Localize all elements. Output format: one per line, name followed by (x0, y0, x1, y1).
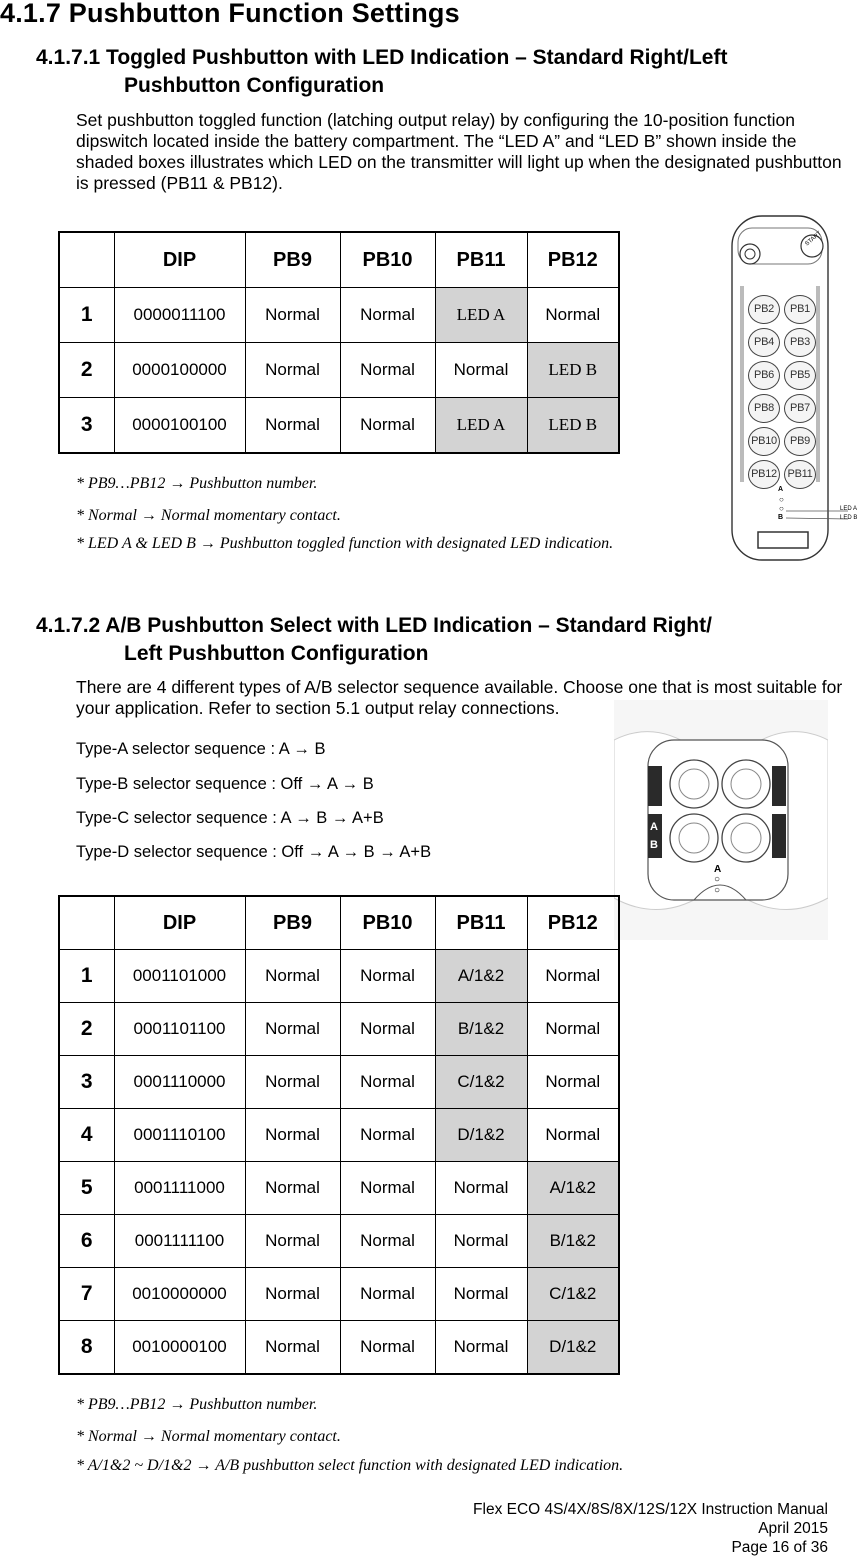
pb11-cell: Normal (435, 1268, 527, 1321)
dip-cell: 0000011100 (114, 288, 245, 343)
section-heading-line1: 4.1.7.1 Toggled Pushbutton with LED Indication – Standard Right/Left (36, 46, 728, 69)
dip-cell: 0001110000 (114, 1056, 245, 1109)
row-number: 7 (59, 1268, 114, 1321)
header-cell: PB9 (245, 232, 340, 288)
pb10-cell: Normal (340, 1056, 435, 1109)
dip-cell: 0001111000 (114, 1162, 245, 1215)
note-line: * PB9…PB12 → Pushbutton number. (76, 1396, 318, 1413)
closeup-led-icon: ○ (714, 874, 721, 885)
table-row (59, 398, 619, 454)
sequence-type-b: Type-B selector sequence : Off → A → B (76, 775, 374, 793)
led-b-icon: ○ (779, 504, 784, 513)
sequence-type-a: Type-A selector sequence : A → B (76, 740, 326, 758)
closeup-a-label: A (714, 864, 722, 875)
row-number: 5 (59, 1162, 114, 1215)
header-cell: PB12 (527, 896, 619, 950)
remote-button-pb10: PB10 (748, 427, 780, 456)
pb9-cell: Normal (245, 950, 340, 1003)
pb9-cell: Normal (245, 1215, 340, 1268)
header-cell: PB10 (340, 232, 435, 288)
header-cell: PB9 (245, 896, 340, 950)
pb12-cell: Normal (527, 1109, 619, 1162)
header-cell (59, 232, 114, 288)
remote-button-pb1: PB1 (784, 295, 816, 324)
header-cell (59, 896, 114, 950)
table-header-row (59, 232, 619, 288)
header-cell: DIP (114, 232, 245, 288)
pb11-cell: D/1&2 (435, 1109, 527, 1162)
pb12-cell: LED B (527, 398, 619, 454)
header-cell: PB12 (527, 232, 619, 288)
row-number: 3 (59, 1056, 114, 1109)
row-number: 3 (59, 398, 114, 454)
section-heading-line2: Left Pushbutton Configuration (124, 642, 429, 665)
table-row (59, 1056, 619, 1109)
dip-cell: 0010000100 (114, 1321, 245, 1375)
toggle-settings-table (58, 231, 620, 454)
pb10-cell: Normal (340, 1215, 435, 1268)
pb11-cell: Normal (435, 343, 527, 398)
pb12-cell: B/1&2 (527, 1215, 619, 1268)
led-a-label: LED A (840, 506, 858, 512)
closeup-a-tag: A (650, 821, 658, 833)
pb9-cell: Normal (245, 343, 340, 398)
pb12-cell: Normal (527, 288, 619, 343)
sequence-type-d: Type-D selector sequence : Off → A → B → A+B (76, 843, 432, 861)
pb12-cell: Normal (527, 950, 619, 1003)
header-cell: PB11 (435, 896, 527, 950)
pb10-cell: Normal (340, 398, 435, 454)
header-cell: PB10 (340, 896, 435, 950)
section2-paragraph: There are 4 different types of A/B selector sequence available. Choose one that is most suitable for your application. Refer to section 5.1 output relay connections. (76, 677, 843, 718)
remote-button-pb3: PB3 (784, 328, 816, 357)
pb10-cell: Normal (340, 343, 435, 398)
page-footer (473, 1500, 828, 1557)
section-heading-line1: 4.1.7.2 A/B Pushbutton Select with LED Indication – Standard Right/ (36, 614, 712, 637)
dip-cell: 0001101100 (114, 1003, 245, 1056)
pb9-cell: Normal (245, 398, 340, 454)
pb10-cell: Normal (340, 1003, 435, 1056)
pb9-cell: Normal (245, 1056, 340, 1109)
pb9-cell: Normal (245, 1162, 340, 1215)
dip-cell: 0010000000 (114, 1268, 245, 1321)
row-number: 2 (59, 343, 114, 398)
table-row (59, 950, 619, 1003)
remote-b-label: B (778, 514, 784, 521)
row-number: 1 (59, 950, 114, 1003)
pb11-cell: C/1&2 (435, 1056, 527, 1109)
section-heading-line2: Pushbutton Configuration (124, 74, 385, 97)
remote-button-pb7: PB7 (784, 394, 816, 423)
pb11-cell: LED A (435, 288, 527, 343)
row-number: 8 (59, 1321, 114, 1375)
start-label: START (804, 230, 823, 248)
note-line: * A/1&2 ~ D/1&2 → A/B pushbutton select function with designated LED indication. (76, 1457, 624, 1474)
sequence-type-c: Type-C selector sequence : A → B → A+B (76, 809, 384, 827)
table-row (59, 1215, 619, 1268)
led-a-icon: ○ (779, 495, 784, 504)
dip-cell: 0001110100 (114, 1109, 245, 1162)
table-header-row (59, 896, 619, 950)
table-row (59, 1321, 619, 1375)
section-heading-4-1-7-1 (36, 44, 727, 100)
section-heading-4-1-7-2 (36, 612, 712, 668)
page-title: 4.1.7 Pushbutton Function Settings (0, 0, 460, 28)
header-cell: DIP (114, 896, 245, 950)
remote-button-pb4: PB4 (748, 328, 780, 357)
pb9-cell: Normal (245, 1109, 340, 1162)
note-line: * Normal → Normal momentary contact. (76, 507, 341, 524)
pb11-cell: Normal (435, 1321, 527, 1375)
pb9-cell: Normal (245, 1321, 340, 1375)
pb11-cell: LED A (435, 398, 527, 454)
closeup-led-icon: ○ (714, 885, 721, 896)
remote-button-pb11: PB11 (784, 460, 816, 489)
pb11-cell: A/1&2 (435, 950, 527, 1003)
pb9-cell: Normal (245, 1003, 340, 1056)
pb11-cell: Normal (435, 1162, 527, 1215)
note-line: * Normal → Normal momentary contact. (76, 1428, 341, 1445)
pb12-cell: D/1&2 (527, 1321, 619, 1375)
remote-button-pb9: PB9 (784, 427, 816, 456)
remote-illustration (726, 214, 862, 564)
pb10-cell: Normal (340, 1321, 435, 1375)
ab-select-table (58, 895, 620, 1375)
table-row (59, 1268, 619, 1321)
pb12-cell: A/1&2 (527, 1162, 619, 1215)
table-row (59, 1003, 619, 1056)
table-row (59, 288, 619, 343)
note-line: * PB9…PB12 → Pushbutton number. (76, 475, 318, 492)
pb12-cell: Normal (527, 1003, 619, 1056)
pb10-cell: Normal (340, 288, 435, 343)
pb11-cell: B/1&2 (435, 1003, 527, 1056)
ab-closeup-illustration (614, 700, 828, 940)
header-cell: PB11 (435, 232, 527, 288)
footer-date: April 2015 (758, 1520, 828, 1537)
pb12-cell: Normal (527, 1056, 619, 1109)
table-row (59, 1162, 619, 1215)
remote-button-pb6: PB6 (748, 361, 780, 390)
dip-cell: 0000100000 (114, 343, 245, 398)
pb9-cell: Normal (245, 288, 340, 343)
pb10-cell: Normal (340, 950, 435, 1003)
remote-button-pb2: PB2 (748, 295, 780, 324)
pb12-cell: C/1&2 (527, 1268, 619, 1321)
table-row (59, 343, 619, 398)
row-number: 2 (59, 1003, 114, 1056)
section1-paragraph: Set pushbutton toggled function (latching output relay) by configuring the 10-position function dipswitch located inside the battery compartment. The “LED A” and “LED B” shown inside the shaded boxes illustrates which LED on the transmitter will light up when the designated pushbutton is pressed (PB11 & PB12). (76, 110, 842, 193)
table-row (59, 1109, 619, 1162)
remote-button-pb8: PB8 (748, 394, 780, 423)
pb12-cell: LED B (527, 343, 619, 398)
pb10-cell: Normal (340, 1268, 435, 1321)
dip-cell: 0001111100 (114, 1215, 245, 1268)
closeup-b-tag: B (650, 839, 658, 851)
row-number: 1 (59, 288, 114, 343)
led-b-label: LED B (840, 515, 858, 521)
footer-page-number: Page 16 of 36 (731, 1539, 828, 1556)
pb11-cell: Normal (435, 1215, 527, 1268)
footer-manual-title: Flex ECO 4S/4X/8S/8X/12S/12X Instruction Manual (473, 1501, 828, 1518)
dip-cell: 0000100100 (114, 398, 245, 454)
note-line: * LED A & LED B → Pushbutton toggled function with designated LED indication. (76, 535, 614, 552)
pb10-cell: Normal (340, 1162, 435, 1215)
remote-a-label: A (778, 486, 784, 493)
row-number: 4 (59, 1109, 114, 1162)
remote-button-pb12: PB12 (748, 460, 780, 489)
pb10-cell: Normal (340, 1109, 435, 1162)
dip-cell: 0001101000 (114, 950, 245, 1003)
remote-button-pb5: PB5 (784, 361, 816, 390)
row-number: 6 (59, 1215, 114, 1268)
pb9-cell: Normal (245, 1268, 340, 1321)
